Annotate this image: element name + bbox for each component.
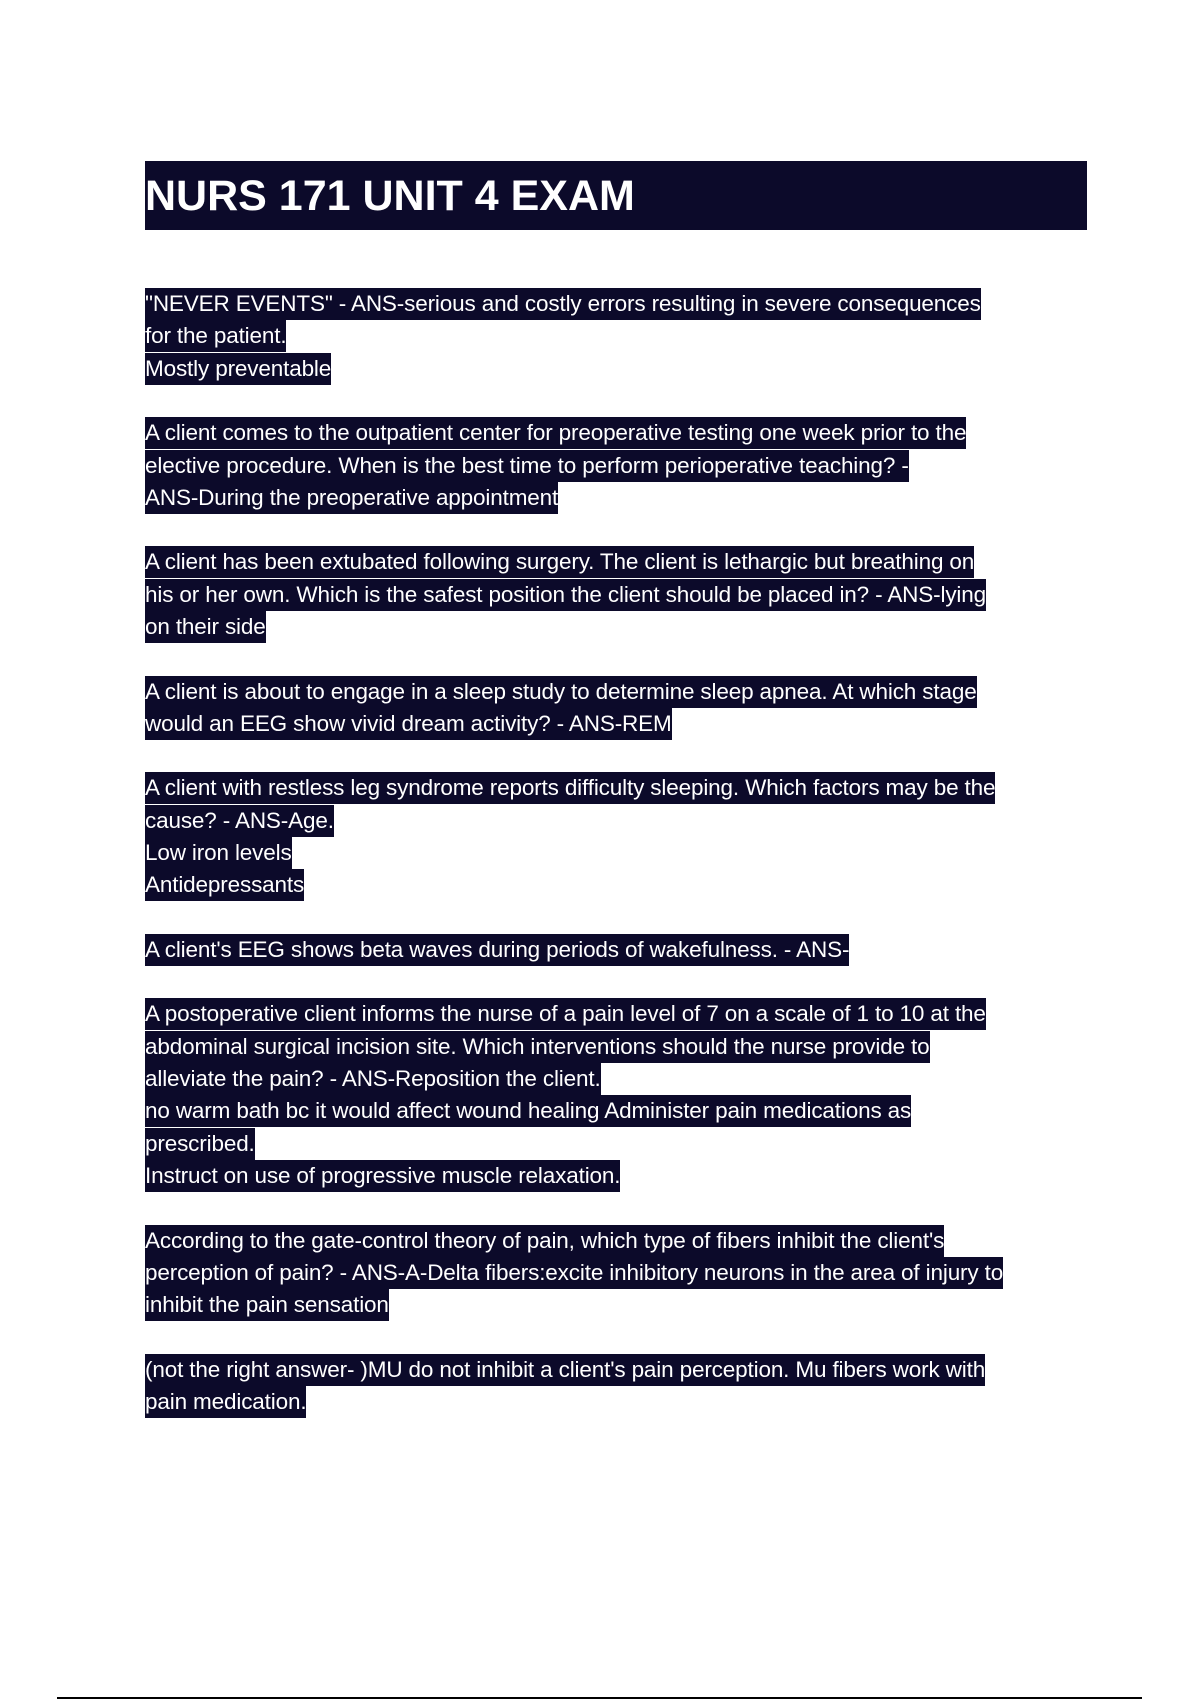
qa-entry xyxy=(145,1354,1085,1419)
highlighted-text: ANS-During the preoperative appointment xyxy=(145,482,558,514)
highlighted-text: no warm bath bc it would affect wound healing Administer pain medications as xyxy=(145,1095,911,1127)
qa-entry xyxy=(145,417,1085,514)
highlighted-text: Instruct on use of progressive muscle relaxation. xyxy=(145,1160,620,1192)
qa-entry xyxy=(145,998,1085,1192)
title-banner xyxy=(145,161,1087,230)
highlighted-text: inhibit the pain sensation xyxy=(145,1289,389,1321)
qa-list xyxy=(145,288,1085,1451)
highlighted-text: prescribed. xyxy=(145,1128,255,1160)
highlighted-text: A client comes to the outpatient center for preoperative testing one week prior to the xyxy=(145,417,966,449)
qa-entry xyxy=(145,772,1085,902)
qa-line xyxy=(145,837,1085,869)
highlighted-text: his or her own. Which is the safest position the client should be placed in? - ANS-lying xyxy=(145,579,986,611)
qa-line xyxy=(145,1128,1085,1160)
qa-line xyxy=(145,1386,1085,1418)
qa-entry xyxy=(145,934,1085,966)
highlighted-text: elective procedure. When is the best time to perform perioperative teaching? - xyxy=(145,450,909,482)
qa-line xyxy=(145,1257,1085,1289)
qa-line xyxy=(145,805,1085,837)
highlighted-text: According to the gate-control theory of pain, which type of fibers inhibit the client's xyxy=(145,1225,944,1257)
qa-line xyxy=(145,579,1085,611)
qa-line xyxy=(145,1225,1085,1257)
qa-line xyxy=(145,482,1085,514)
highlighted-text: Low iron levels xyxy=(145,837,292,869)
qa-entry xyxy=(145,1225,1085,1322)
qa-line xyxy=(145,417,1085,449)
qa-entry xyxy=(145,546,1085,643)
qa-line xyxy=(145,934,1085,966)
highlighted-text: A postoperative client informs the nurse of a pain level of 7 on a scale of 1 to 10 at the xyxy=(145,998,986,1030)
highlighted-text: "NEVER EVENTS" - ANS-serious and costly errors resulting in severe consequences xyxy=(145,288,981,320)
qa-line xyxy=(145,1095,1085,1127)
qa-entry xyxy=(145,676,1085,741)
qa-line xyxy=(145,676,1085,708)
highlighted-text: cause? - ANS-Age. xyxy=(145,805,334,837)
footer-divider xyxy=(57,1697,1142,1699)
highlighted-text: perception of pain? - ANS-A-Delta fibers:excite inhibitory neurons in the area of injury to xyxy=(145,1257,1003,1289)
qa-line xyxy=(145,288,1085,320)
qa-line xyxy=(145,1160,1085,1192)
highlighted-text: Mostly preventable xyxy=(145,353,331,385)
highlighted-text: A client has been extubated following surgery. The client is lethargic but breathing on xyxy=(145,546,974,578)
qa-line xyxy=(145,869,1085,901)
highlighted-text: abdominal surgical incision site. Which interventions should the nurse provide to xyxy=(145,1031,930,1063)
qa-line xyxy=(145,450,1085,482)
highlighted-text: pain medication. xyxy=(145,1386,306,1418)
qa-line xyxy=(145,1031,1085,1063)
qa-line xyxy=(145,546,1085,578)
highlighted-text: on their side xyxy=(145,611,266,643)
qa-line xyxy=(145,611,1085,643)
highlighted-text: alleviate the pain? - ANS-Reposition the client. xyxy=(145,1063,601,1095)
qa-line xyxy=(145,708,1085,740)
qa-line xyxy=(145,1063,1085,1095)
page-title: NURS 171 UNIT 4 EXAM xyxy=(145,172,635,220)
highlighted-text: A client is about to engage in a sleep study to determine sleep apnea. At which stage xyxy=(145,676,977,708)
qa-line xyxy=(145,998,1085,1030)
highlighted-text: A client with restless leg syndrome reports difficulty sleeping. Which factors may be the xyxy=(145,772,995,804)
highlighted-text: would an EEG show vivid dream activity? - ANS-REM xyxy=(145,708,672,740)
highlighted-text: A client's EEG shows beta waves during periods of wakefulness. - ANS- xyxy=(145,934,849,966)
qa-line xyxy=(145,353,1085,385)
qa-line xyxy=(145,772,1085,804)
highlighted-text: Antidepressants xyxy=(145,869,304,901)
qa-entry xyxy=(145,288,1085,385)
highlighted-text: for the patient. xyxy=(145,320,286,352)
qa-line xyxy=(145,1289,1085,1321)
qa-line xyxy=(145,320,1085,352)
highlighted-text: (not the right answer- )MU do not inhibit a client's pain perception. Mu fibers work with xyxy=(145,1354,985,1386)
qa-line xyxy=(145,1354,1085,1386)
